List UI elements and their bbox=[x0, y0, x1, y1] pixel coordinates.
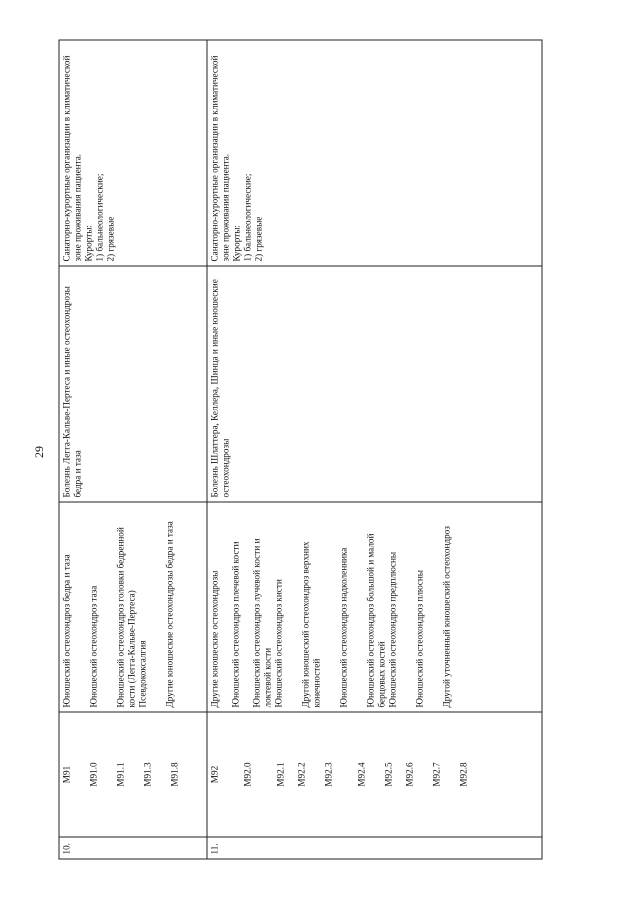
secondary-diagnosis: Болезнь Легга-Кальве-Пертеса и иные остеохондрозы бедра и таза bbox=[61, 285, 82, 497]
resort-text: 2) грязевые bbox=[253, 216, 263, 261]
diagnosis-name: Юношеский остеохондроз большой и малой берцовых костей bbox=[365, 533, 386, 707]
diagnosis-code: M92.3 bbox=[323, 761, 333, 787]
diagnosis-name: Юношеский остеохондроз плюсны bbox=[414, 569, 424, 707]
diagnosis-code: M91 bbox=[61, 765, 71, 783]
resort-text: Санаторно-курортные организации в климатической зоне проживания пациента. bbox=[61, 55, 82, 261]
diagnosis-code: M91.0 bbox=[88, 761, 98, 787]
diagnosis-code: M91.1 bbox=[115, 761, 125, 787]
diagnosis-name: Юношеский остеохондроз плечевой кости bbox=[230, 541, 240, 707]
diagnosis-code: M92 bbox=[209, 765, 219, 783]
diagnosis-name: Юношеский остеохондроз кисти bbox=[273, 578, 283, 707]
resort-text: 1) бальнеологические; bbox=[242, 173, 252, 261]
row-number-cell bbox=[207, 837, 542, 859]
diagnosis-name: Другой уточненный юношеский остеохондроз bbox=[441, 525, 451, 707]
row-number: 10. bbox=[61, 842, 71, 854]
table-row bbox=[207, 40, 542, 859]
resort-cell bbox=[207, 40, 542, 266]
diagnosis-name: Псевдококсалгия bbox=[137, 640, 147, 707]
diagnosis-name: Юношеский остеохондроз лучевой кости и локтевой кости bbox=[251, 538, 272, 707]
diagnosis-table bbox=[58, 39, 542, 859]
diagnosis-code: M92.6 bbox=[404, 761, 414, 787]
table-container bbox=[58, 40, 542, 859]
diagnosis-code: M92.2 bbox=[296, 761, 306, 787]
code-cell bbox=[207, 712, 542, 837]
diagnosis-code: M92.7 bbox=[431, 761, 441, 787]
diagnosis-name: Юношеский остеохондроз надколенника bbox=[338, 547, 348, 707]
diagnosis-name: Юношеский остеохондроз таза bbox=[88, 585, 98, 707]
resort-text: 1) бальнеологические; bbox=[94, 173, 104, 261]
secondary-diagnosis: Болезнь Шлаттера, Келлера, Шинца и иные юношеские остеохондрозы bbox=[209, 278, 230, 497]
resort-text: 2) грязевые bbox=[105, 216, 115, 261]
diagnosis-name: Другой юношеский остеохондроз верхних конечностей bbox=[300, 541, 321, 707]
resort-text: Санаторно-курортные организации в климатической зоне проживания пациента. bbox=[209, 55, 230, 261]
diagnosis-name: Юношеский остеохондроз головки бедренной кости (Легга-Кальве-Пертеса) bbox=[115, 526, 136, 707]
diagnosis-code: M91.3 bbox=[142, 761, 152, 787]
name-cell bbox=[207, 502, 542, 712]
diagnosis-name: Другие юношеские остеохондрозы bbox=[209, 570, 219, 707]
diagnosis-code: M92.8 bbox=[458, 761, 468, 787]
diagnosis-code: M92.0 bbox=[242, 761, 252, 787]
diagnosis-code: M92.5 bbox=[383, 761, 393, 787]
page-number: 29 bbox=[32, 446, 46, 458]
name-cell bbox=[59, 502, 207, 712]
diagnosis-code: M91.8 bbox=[169, 761, 179, 787]
diagnosis-code: M92.4 bbox=[356, 761, 366, 787]
row-number-cell bbox=[59, 837, 207, 859]
diagnosis-name: Юношеский остеохондроз бедра и таза bbox=[61, 553, 71, 707]
secondary-diagnosis-cell bbox=[59, 266, 207, 502]
code-cell bbox=[59, 712, 207, 837]
diagnosis-name: Юношеский остеохондроз предплюсны bbox=[387, 551, 397, 707]
row-number: 11. bbox=[209, 842, 219, 854]
resort-text: Курорты: bbox=[83, 224, 93, 261]
table-row bbox=[59, 40, 207, 859]
diagnosis-code: M92.1 bbox=[275, 761, 285, 787]
diagnosis-name: Другие юношеские остеохондрозы бедра и таза bbox=[164, 520, 174, 707]
secondary-diagnosis-cell bbox=[207, 266, 542, 502]
resort-text: Курорты: bbox=[231, 224, 241, 261]
resort-cell bbox=[59, 40, 207, 266]
